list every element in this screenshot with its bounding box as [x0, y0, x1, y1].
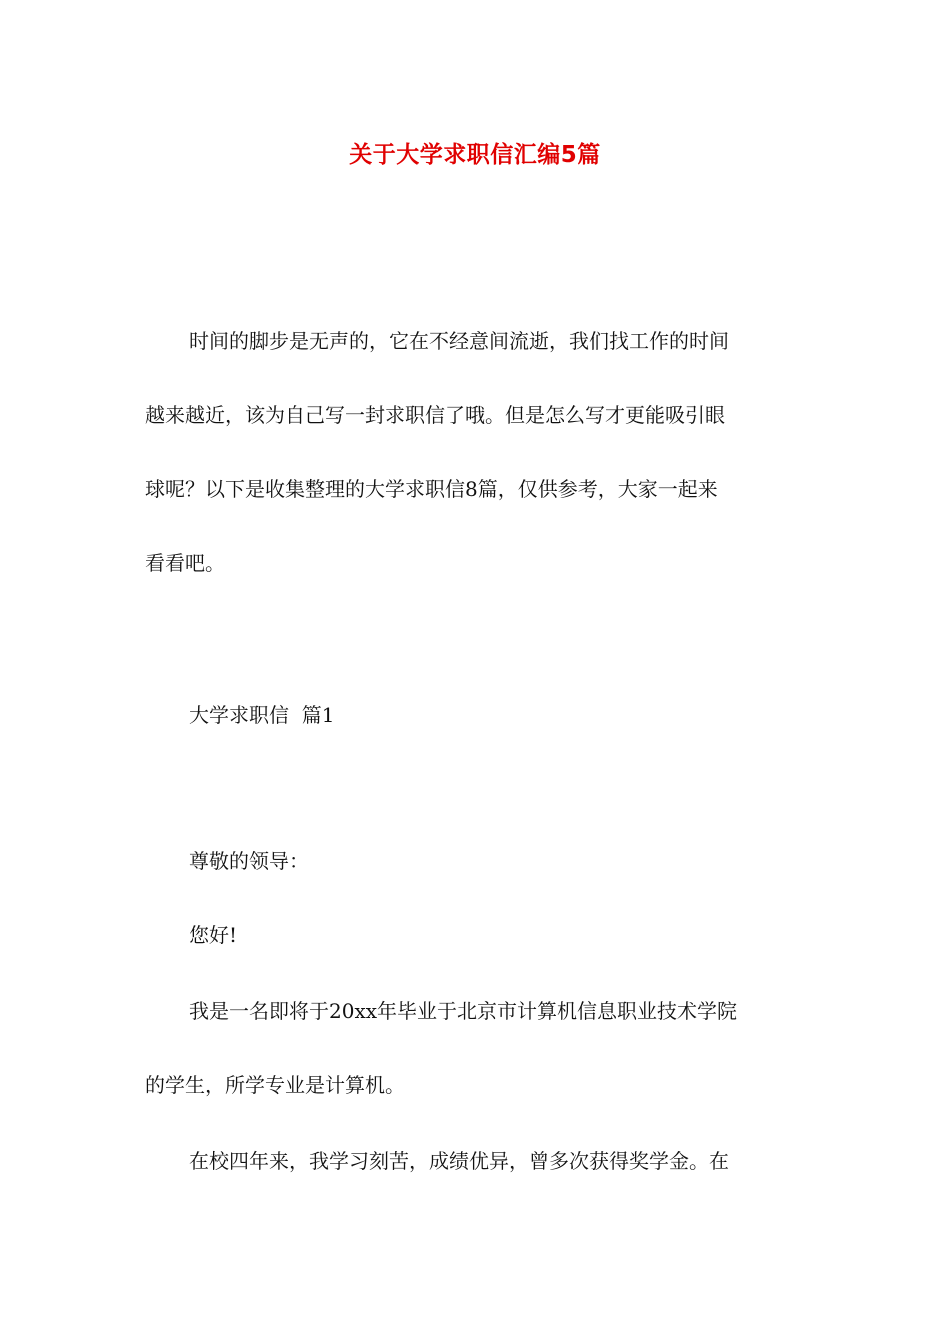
section-heading-text: 大学求职信 篇1 [189, 703, 335, 727]
paragraph-line: 的学生，所学专业是计算机。 [145, 1073, 405, 1097]
paragraph-line: 我是一名即将于20xx年毕业于北京市计算机信息职业技术学院 [189, 999, 738, 1023]
body-paragraph-1 [145, 974, 807, 1122]
section-heading [145, 678, 807, 752]
document-title: 关于大学求职信汇编5篇 [349, 142, 601, 168]
salutation [145, 824, 807, 898]
intro-line: 看看吧。 [145, 551, 225, 575]
intro-line: 越来越近，该为自己写一封求职信了哦。但是怎么写才更能吸引眼 [145, 403, 725, 427]
intro-line: 时间的脚步是无声的，它在不经意间流逝，我们找工作的时间 [189, 329, 729, 353]
greeting-text: 您好! [189, 923, 238, 947]
greeting [145, 898, 807, 972]
salutation-text: 尊敬的领导： [189, 849, 309, 873]
paragraph-line: 在校四年来，我学习刻苦，成绩优异，曾多次获得奖学金。在 [189, 1149, 729, 1173]
intro-line: 球呢？以下是收集整理的大学求职信8篇，仅供参考，大家一起来 [145, 477, 718, 501]
intro-paragraph [145, 304, 807, 600]
body-paragraph-2 [145, 1124, 807, 1198]
